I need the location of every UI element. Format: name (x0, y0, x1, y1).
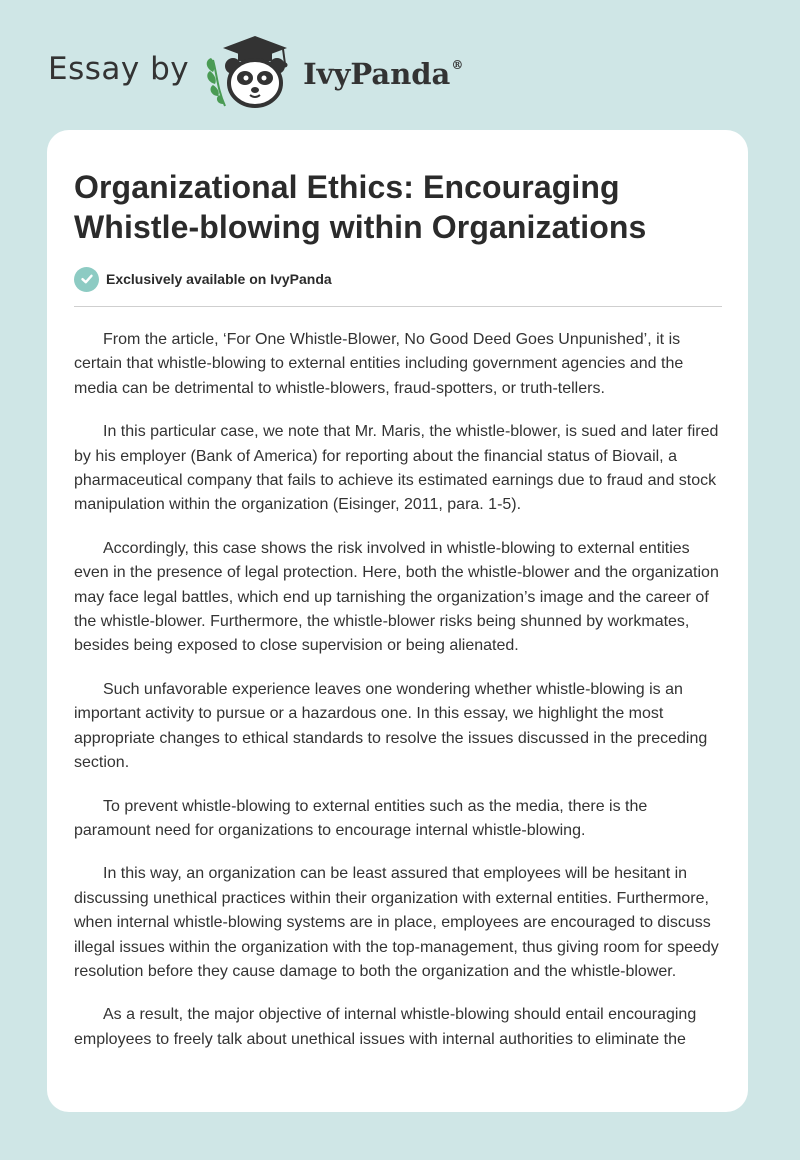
brand-prefix: Essay by (48, 51, 190, 87)
essay-title: Organizational Ethics: Encouraging Whistle-blowing within Organizations (74, 169, 647, 245)
essay-body (74, 328, 722, 1052)
brand-name-text: IvyPanda (303, 57, 451, 91)
paragraph: Accordingly, this case shows the risk involved in whistle-blowing to external entities even in the presence of legal protection. Here, both the whistle-blower and the organization may face legal battles, which end up tarnishing the organization’s image and the career of the whistle-blower. Furthermore, the whistle-blower risks being shunned by workmates, besides being exposed to close supervision or being alienated. (74, 539, 719, 655)
paragraph: In this particular case, we note that Mr. Maris, the whistle-blower, is sued and later fired by his employer (Bank of America) for reporting about the financial status of Biovail, a pharmaceutical company that fails to achieve its estimated earnings due to fraud and stock manipulation within the organization (Eisinger, 2011, para. 1-5). (74, 423, 719, 514)
check-icon (74, 267, 99, 292)
paragraph: Such unfavorable experience leaves one wondering whether whistle-blowing is an important activity to pursue or a hazardous one. In this essay, we highlight the most appropriate changes to ethical standards to resolve the issues discussed in the preceding section. (74, 680, 708, 772)
paragraph: In this way, an organization can be least assured that employees will be hesitant in discussing unethical practices within their organization with external entities. Furthermore, when internal whistle-blowing systems are in place, employees are encouraged to discuss illegal issues within the organization with the top-management, thus giving room for speedy resolution before they cause damage to both the organization and the whistle-blower. (74, 865, 719, 980)
paragraph: From the article, ‘For One Whistle-Blower, No Good Deed Goes Unpunished’, it is certain that whistle-blowing to external entities including government agencies and the media can be detrimental to whistle-blowers, fraud-spotters, or truth-tellers. (74, 331, 684, 397)
exclusive-badge (74, 264, 722, 294)
site-header (48, 36, 463, 108)
brand-name[interactable] (303, 57, 463, 91)
trademark-symbol: ® (451, 58, 464, 73)
exclusive-badge-text: Exclusively available on IvyPanda (106, 271, 332, 287)
title-divider (74, 306, 722, 307)
paragraph: As a result, the major objective of internal whistle-blowing should entail encouraging employees to freely talk about unethical issues with internal authorities to eliminate the (74, 1006, 697, 1048)
essay-card (47, 130, 748, 1112)
paragraph: To prevent whistle-blowing to external entities such as the media, there is the paramount need for organizations to encourage internal whistle-blowing. (74, 797, 648, 839)
panda-graduate-icon[interactable] (203, 36, 299, 108)
